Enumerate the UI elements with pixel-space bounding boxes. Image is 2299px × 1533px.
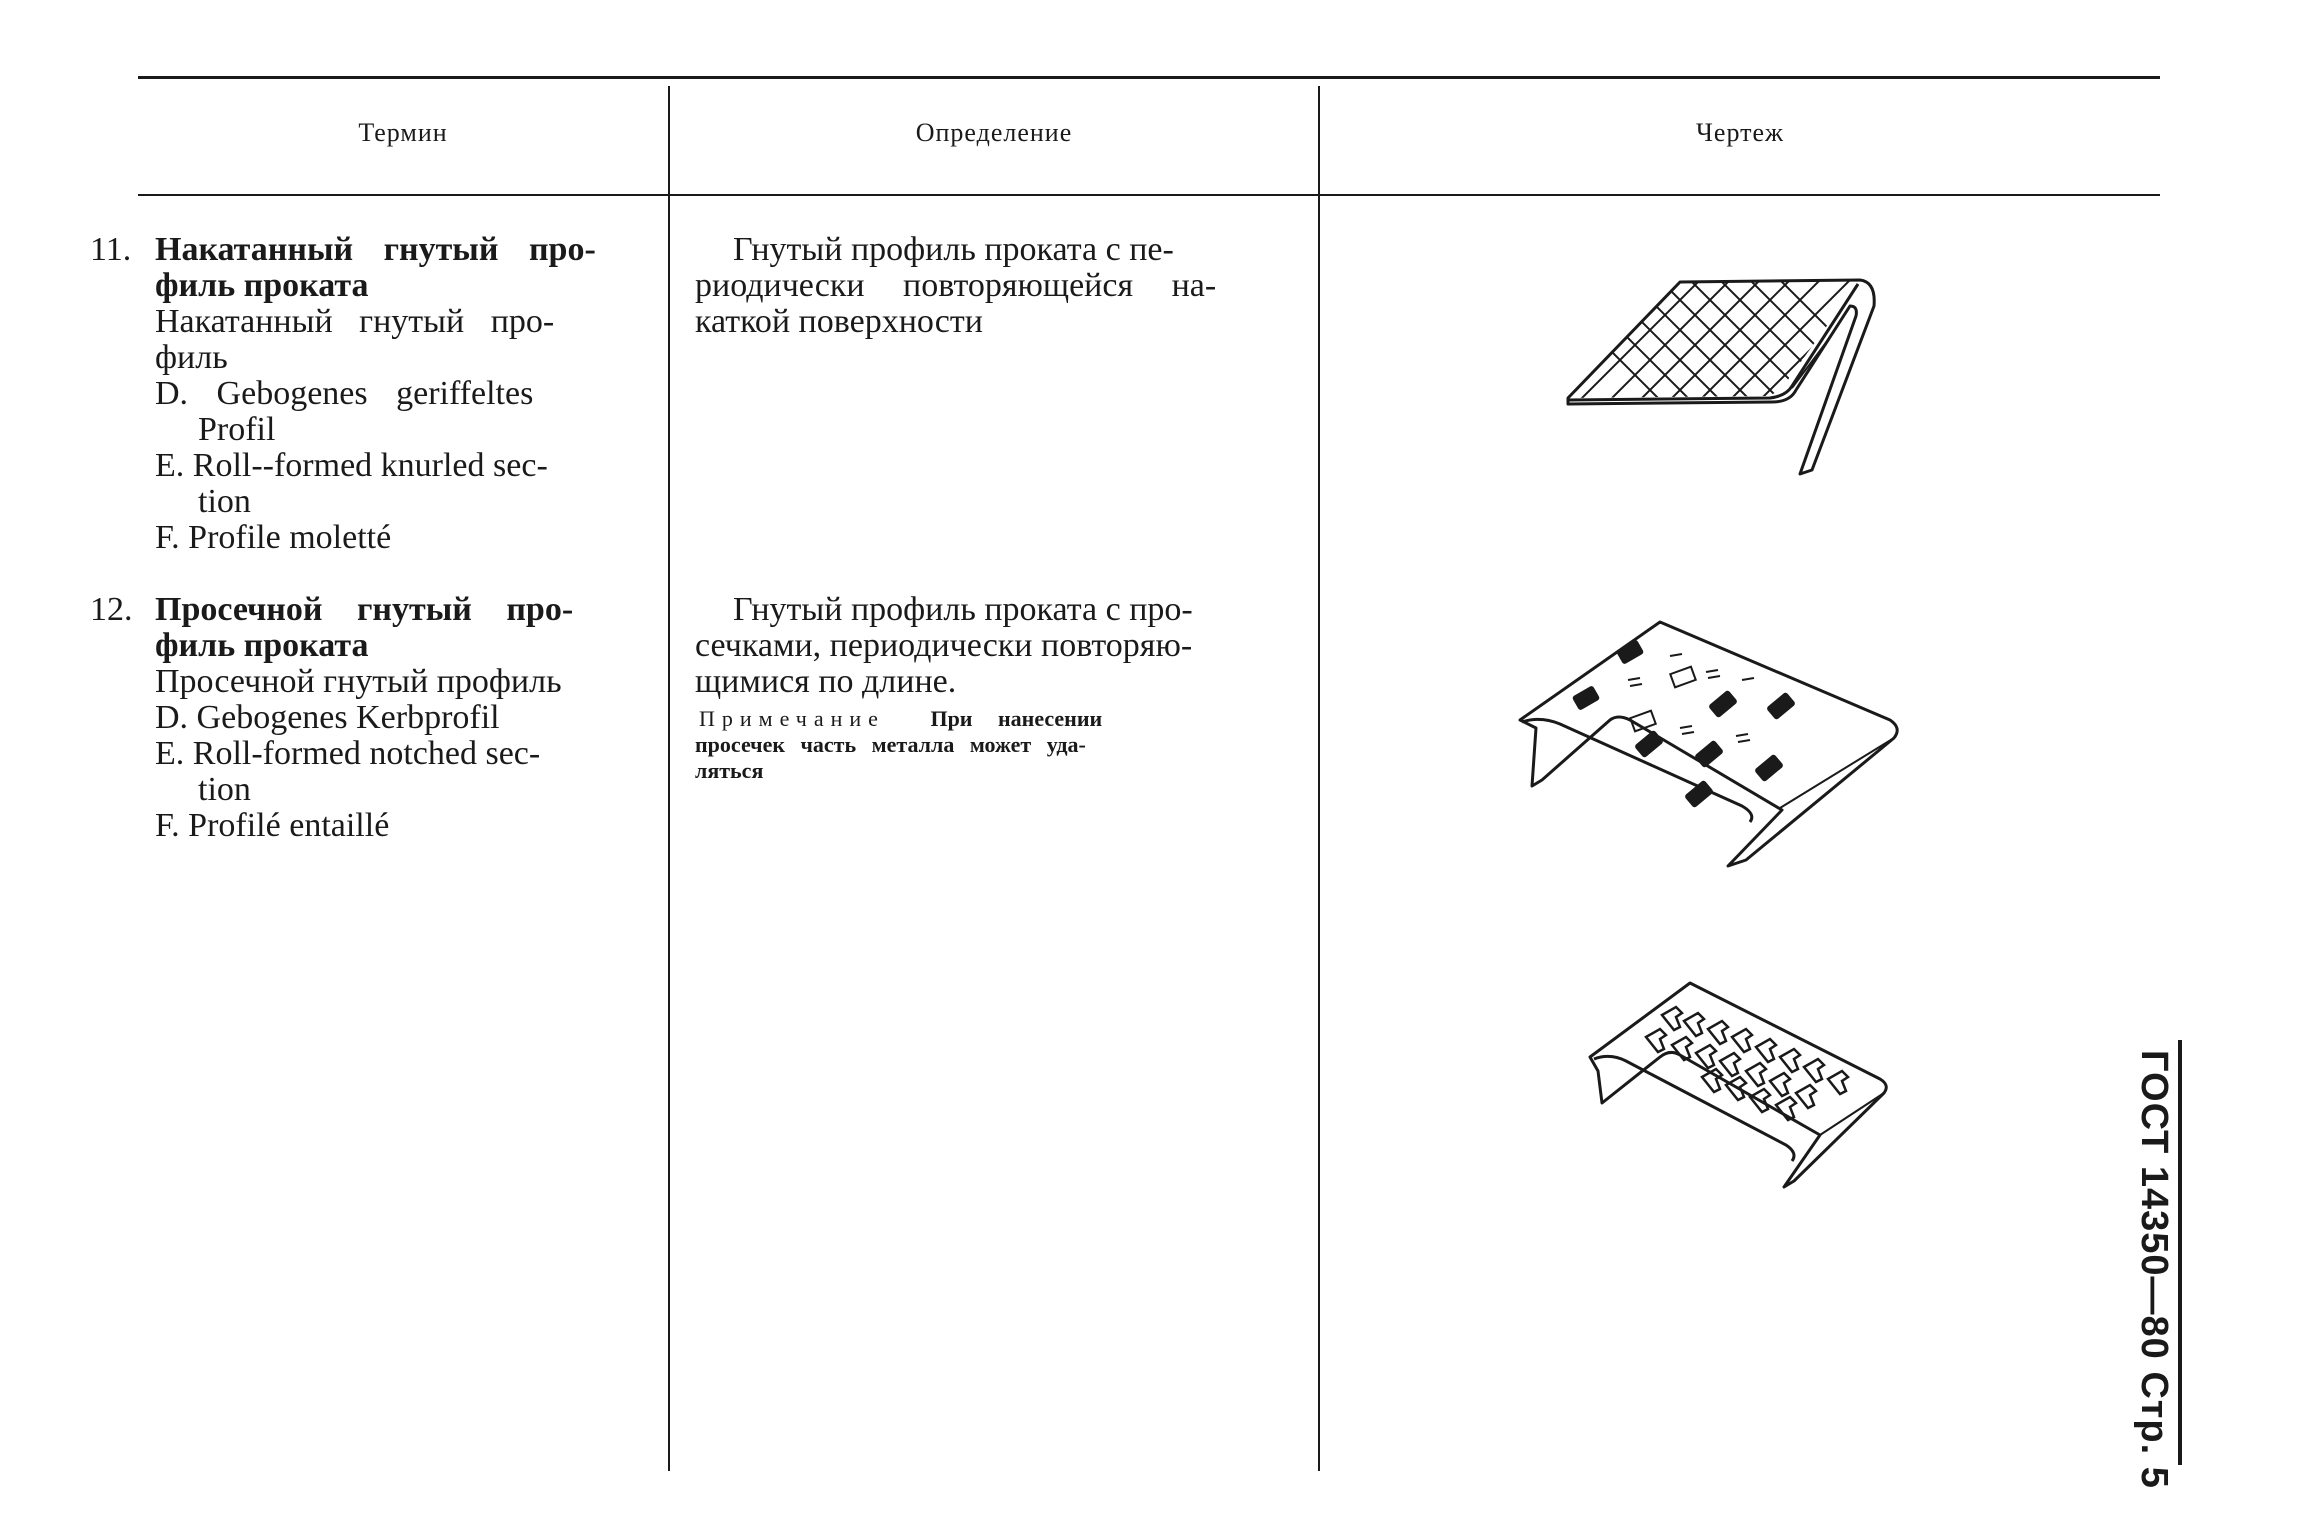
term-title-line: Просечной гнутый про- bbox=[155, 591, 574, 628]
english-term: E. Roll--formed knurled sec- bbox=[155, 447, 548, 484]
entry-12-term bbox=[90, 592, 630, 844]
notched-profile-alt-drawing bbox=[1580, 975, 1910, 1205]
french-term: F. Profilé entaillé bbox=[155, 807, 390, 844]
french-term: F. Profile moletté bbox=[155, 519, 392, 556]
entry-11-definition bbox=[695, 232, 1285, 340]
header-drawing: Чертеж bbox=[1696, 118, 1784, 147]
definition-line: Гнутый профиль проката с про- bbox=[733, 591, 1193, 628]
entry-12-note bbox=[695, 706, 1285, 784]
note-label: Примечание bbox=[699, 706, 885, 731]
side-rule bbox=[2178, 1040, 2182, 1465]
german-term: D. Gebogenes gerіffeltes bbox=[155, 375, 534, 412]
notched-profile-drawing bbox=[1510, 610, 1910, 880]
definition-line: щимися по длине. bbox=[695, 663, 957, 700]
note-text: При нанесении bbox=[930, 706, 1103, 731]
knurled-profile-drawing bbox=[1560, 270, 1900, 480]
column-divider-2 bbox=[1318, 86, 1320, 1471]
short-term-line: Просечной гнутый профиль bbox=[155, 663, 562, 700]
entry-12-definition bbox=[695, 592, 1285, 700]
entry-number: 11. bbox=[90, 231, 132, 268]
top-rule bbox=[138, 76, 2160, 79]
entry-number: 12. bbox=[90, 591, 133, 628]
german-term: D. Gebogenes Kerbprofil bbox=[155, 699, 500, 736]
definition-line: Гнутый профиль проката с пе- bbox=[733, 231, 1174, 268]
column-divider-1 bbox=[668, 86, 670, 1471]
german-term-cont: Profil bbox=[198, 411, 276, 448]
short-term-line: Накатанный гнутый про- bbox=[155, 303, 555, 340]
entry-11-term bbox=[90, 232, 630, 556]
term-title-line: филь проката bbox=[155, 267, 369, 304]
note-text: просечек часть металла может уда- bbox=[695, 732, 1086, 757]
term-title-line: филь проката bbox=[155, 627, 369, 664]
page-footer-label: ГОСТ 14350—80 Стр. 5 bbox=[2133, 1050, 2175, 1489]
short-term-line: филь bbox=[155, 339, 228, 376]
term-title-line: Накатанный гнутый про- bbox=[155, 231, 596, 268]
header-definition: Определение bbox=[915, 118, 1073, 147]
definition-line: риодически повторяющейся на- bbox=[695, 267, 1217, 304]
definition-line: сечками, периодически повторяю- bbox=[695, 627, 1193, 664]
definition-line: каткой поверхности bbox=[695, 303, 983, 340]
english-term-cont: tion bbox=[198, 483, 251, 520]
header-bottom-rule bbox=[138, 194, 2160, 196]
note-text: ляться bbox=[695, 758, 764, 783]
english-term-cont: tion bbox=[198, 771, 251, 808]
english-term: E. Roll-formed notched sec- bbox=[155, 735, 541, 772]
header-term: Термин bbox=[358, 118, 448, 147]
